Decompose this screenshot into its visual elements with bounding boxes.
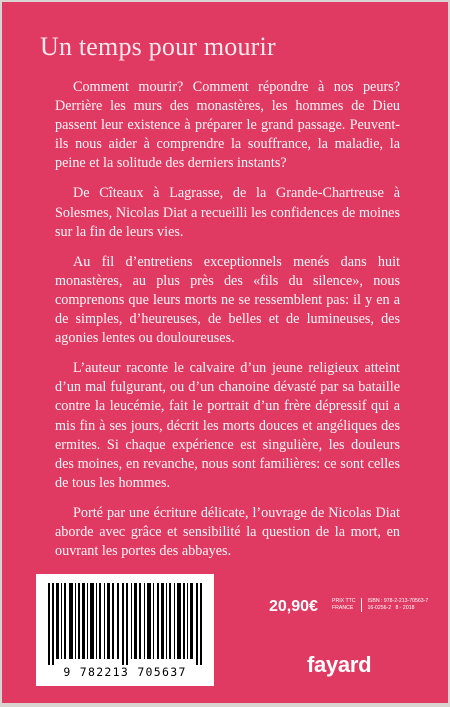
book-title: Un temps pour mourir [40,32,276,61]
barcode-bars [48,583,204,665]
price-label-country: FRANCE [332,605,354,611]
product-code: 16-0256-2 [367,605,392,611]
divider [361,598,362,612]
price-info [332,598,432,612]
price-label-ttc: PRIX TTC [332,598,356,604]
blurb-paragraph-5: Porté par une écriture délicate, l’ouvrage de Nicolas Diat aborde avec grâce et sensibilité la question de la mort, en ouvrant les portes des abbayes. [55,504,400,560]
isbn: ISBN : 978-2-213-70563-7 [367,598,429,604]
book-back-cover [2,2,448,703]
date-code: 8 · 2018 [395,605,415,611]
blurb-paragraph-3: Au fil d’entretiens exceptionnels menés dans huit monastères, au plus près des «fils du silence», nous comprenons que leurs morts ne se ressemblent pas: il y en a de simples, d’heureuses, de belles et de lumineuses, des agonies lentes ou douloureuses. [55,253,400,347]
blurb-paragraph-4: L’auteur raconte le calvaire d’un jeune religieux atteint d’un mal fulgurant, ou d’un chanoine dévasté par sa bataille contre la leucémie, fait le portrait d’un frère dépressif qui a mis fin à ses jours, décrit les morts douces et angéliques des ermites. Si chaque expérience est singulière, les douleurs des moines, en revanche, nous sont familières: ce sont celles de tous les hommes. [55,360,400,491]
blurb-paragraph-2: De Cîteaux à Lagrasse, de la Grande-Chartreuse à Solesmes, Nicolas Diat a recueilli les confidences de moines sur la fin de leurs vies. [55,185,400,240]
barcode [36,574,214,686]
publisher-logo: fayard [307,652,372,677]
blurb-paragraph-1: Comment mourir? Comment répondre à nos peurs? Derrière les murs des monastères, les hommes de Dieu passent leur existence à préparer le grand passage. Peuvent-ils nous aider à comprendre la souffrance, la maladie, la peine et la solitude des derniers instants? [55,79,400,172]
price: 20,90€ [269,598,318,615]
barcode-number: 9 782213 705637 [63,665,187,679]
blurb [55,78,400,572]
